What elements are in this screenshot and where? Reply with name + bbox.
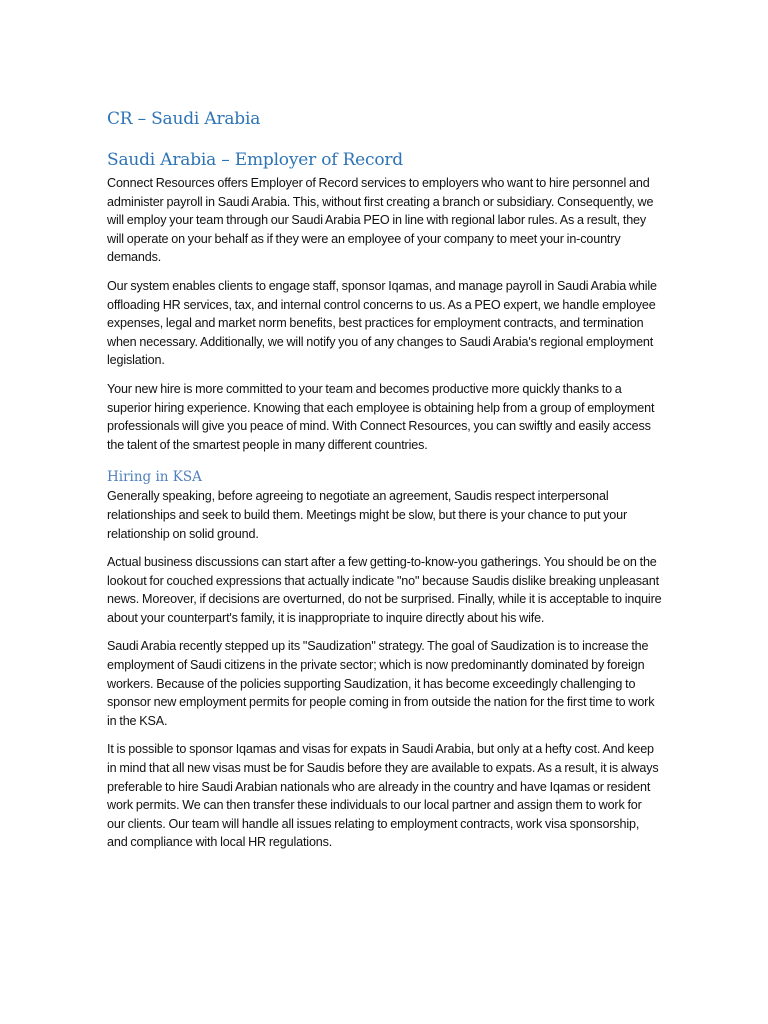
paragraph-intro-2: Our system enables clients to engage staff, sponsor Iqamas, and manage payroll in Saudi Arabia while offloading HR services, tax, and internal control concerns to us. As a PEO expert, we handle employee expenses, legal and market norm benefits, best practices for employment contracts, and termination when necessary. Additionally, we will notify you of any changes to Saudi Arabia's regional employment legislation. [107, 278, 657, 368]
paragraph-intro-1: Connect Resources offers Employer of Record services to employers who want to hire personnel and administer payroll in Saudi Arabia. This, without first creating a branch or subsidiary. Consequently, we will employ your team through our Saudi Arabia PEO in line with regional labor rules. As a result, they will operate on your behalf as if they were an employee of your company to meet your in-country demands. [107, 176, 654, 265]
subheading-hiring-in-ksa: Hiring in KSA [107, 469, 202, 486]
document-title: CR – Saudi Arabia [107, 109, 261, 129]
document-page [107, 107, 662, 862]
paragraph-hiring-3: Saudi Arabia recently stepped up its "Saudization" strategy. The goal of Saudization is to increase the employment of Saudi citizens in the private sector; which is now predominantly dominated by foreign workers. Because of the policies supporting Saudization, it has become exceedingly challenging to sponsor new employment permits for people coming in from outside the nation for the first time to work in the KSA. [107, 639, 655, 728]
paragraph-hiring-4: It is possible to sponsor Iqamas and visas for expats in Saudi Arabia, but only at a hefty cost. And keep in mind that all new visas must be for Saudis before they are available to expats. As a result, it is always preferable to hire Saudi Arabian nationals who are already in the country and have Iqamas or resident work permits. We can then transfer these individuals to our local partner and assign them to work for our clients. Our team will handle all issues relating to employment contracts, work visa sponsorship, and compliance with local HR regulations. [107, 742, 659, 850]
paragraph-hiring-2: Actual business discussions can start after a few getting-to-know-you gatherings. You should be on the lookout for couched expressions that actually indicate "no" because Saudis dislike breaking unpleasant news. Moreover, if decisions are overturned, do not be surprised. Finally, while it is acceptable to inquire about your counterpart's family, it is inappropriate to inquire directly about his wife. [107, 555, 662, 625]
paragraph-intro-3: Your new hire is more committed to your team and becomes productive more quickly thanks to a superior hiring experience. Knowing that each employee is obtaining help from a group of employment professionals will give you peace of mind. With Connect Resources, you can swiftly and easily access the talent of the smartest people in many different countries. [107, 381, 655, 452]
paragraph-hiring-1: Generally speaking, before agreeing to negotiate an agreement, Saudis respect interpersonal relationships and seek to build them. Meetings might be slow, but there is your chance to put your relationship on solid ground. [107, 489, 628, 541]
section-heading-employer-of-record: Saudi Arabia – Employer of Record [107, 150, 403, 170]
